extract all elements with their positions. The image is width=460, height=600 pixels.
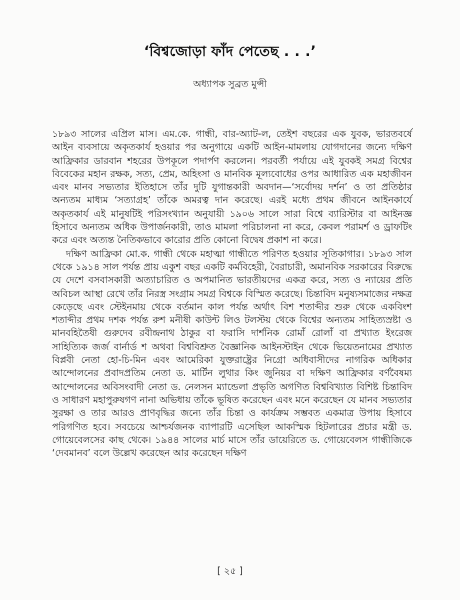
article-author: অধ্যাপক সুব্রত মুন্সী xyxy=(193,79,267,90)
page-number: [ ২৫ ] xyxy=(217,566,243,577)
article-title: ‘বিশ্বজোড়া ফাঁদ পেতেছ . . .’ xyxy=(143,44,317,60)
article-body xyxy=(52,128,412,460)
paragraph-2: দক্ষিণ আফ্রিকা মো.ক. গান্ধী থেকে মহাত্মা গান্ধীতে পরিণত হওয়ার সূতিকাগার। ১৮৯৩ সাল থেকে ১৯১৪ সাল পর্যন্ত প্রায় একুশ বছর একটি কর্মবিহেরী, বৈরাচারী, অমানবিক সরকারের বিরুদ্ধে যে দেশে বসবাসকারী অত্যাচারিত ও অপমানিত ভারতীয়দের একত্র করে, সত্য ও ন্যায়ের প্রতি অবিচল আস্থা রেখে তাঁর নিরস্ত্র সংগ্রাম সমগ্র বিশ্বকে বিস্মিত করেছে। চিন্তাবিদ মনুষ্যসমাজের নক্ষত্র কেড়েছে এবং স্টেইনমায় থেকে বর্তমান কাল পর্যন্ত অর্থাৎ বিশ শতাব্দীর শুরু থেকে একবিংশ শতাব্দীর প্রথম দশক পর্যন্ত রুশ মনীষী কাউন্ট লিও টলস্টয় থেকে বিশ্বের অন্যতম সাহিত্যস্রষ্টা ও মানবহিতৈষী গুরুদেব রবীন্দ্রনাথ ঠাকুর বা ফরাসি দার্শনিক রোমাঁ রোলাঁ বা প্রখ্যাত ইংরেজ সাহিত্যিক জর্জ বার্নার্ড শ অথবা বিশ্ববিশ্রুত বৈজ্ঞানিক আইনস্টাইন থেকে ভিয়েতনামের প্রখ্যাত বিপ্লবী নেতা হো-চি-মিন এবং আমেরিকা যুক্তরাষ্ট্রের নিগ্রো অধিবাসীদের নাগরিক অধিকার আন্দোলনের প্রবাদপ্রতিম নেতা ড. মার্টিন লুথার কিং জুনিয়র বা দক্ষিণ আফ্রিকার বর্ণবৈষম্য আন্দোলনের অবিসংবাদী নেতা ড. নেলসন ম্যান্ডেলা প্রভৃতি অগণিত বিশ্ববিখ্যাত বিশিষ্ট চিন্তাবিদ ও সাধারণ মহাপুরুষগণ নানা অভিধায় তাঁকে ভূষিত করেছেন এবং মনে করেছেন যে মানব সভ্যতার সুরক্ষা ও তার আরও প্রাণবৃদ্ধির জন্যে তাঁর চিন্তা ও কার্যক্রম সম্ভবত একমাত্র উপায় হিসাবে পরিগণিত হবে। সবচেয়ে আশ্চর্যজনক ব্যাপারটি এসেছিল আকস্মিক হিটলারের প্রচার মন্ত্রী ড. গোয়েবেলসের কাছ থেকে। ১৯৪৪ সালের মার্চ মাসে তাঁর ডায়েরিতে ড. গোয়েবেলস গান্ধীজিকে ‘দেবমানব’ বলে উল্লেখ করেছেন আর করেছেন দক্ষিণ xyxy=(52,248,412,460)
paragraph-1: ১৮৯৩ সালের এপ্রিল মাস। এম.কে. গান্ধী, বার-অ্যাট-ল, তেইশ বছরের এক যুবক, ভারতবর্ষে আইন ব্যবসায়ে অকৃতকার্য হওয়ার পর অনুগায়ে একটি আইন-মামলায় যোগদানের জন্যে দক্ষিণ আফ্রিকার ডারবান শহরের উপকূলে পদার্পণ করলেন। পরবর্তী পর্যায়ে এই যুবকই সমগ্র বিশ্বের বিবেকের মহান রক্ষক, সত্য, প্রেম, অহিংসা ও মানবিক মূল্যবোধের ওপর আধারিত এক মহাজীবন এবং মানব সভ্যতার ইতিহাসে তাঁর দুটি যুগান্তকারী অবদান—‘সর্বোদয় দর্শন’ ও তা প্রতিষ্ঠার অন্যতম মাধ্যম ‘সত্যাগ্রহ’ তাঁকে অমরত্ব দান করেছে। এরই মধ্যে প্রথম জীবনে আইনকার্যে অকৃতকার্য এই মানুষটিই পরিসংখ্যান অনুযায়ী ১৯০৬ সালে সারা বিশ্বে ব্যারিস্টার বা আইনজ্ঞ হিসাবে অন্যতম অধিক উপার্জনকারী, তাও মামলা পরিচালনা না করে, কেবল পরামর্শ ও ড্রাফটিং করে এবং অত্যন্ত নৈতিকভাবে কারোর প্রতি কোনো বিদ্বেষ প্রকাশ না করে। xyxy=(52,129,412,247)
